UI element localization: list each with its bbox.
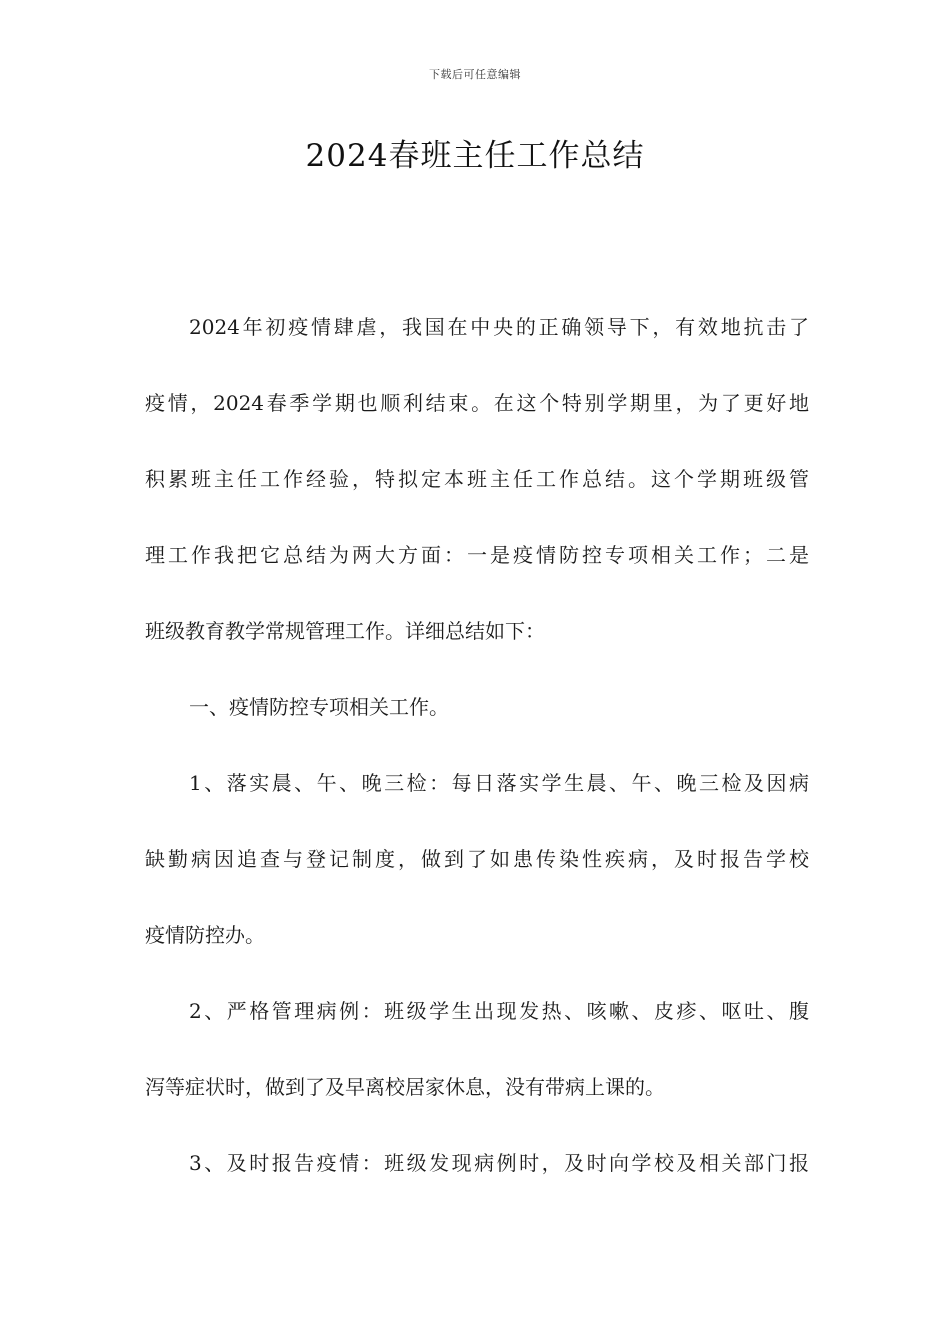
document-title: 2024春班主任工作总结 <box>305 138 645 174</box>
paragraph-line: 2024年初疫情肆虐，我国在中央的正确领导下，有效地抗击了 <box>189 315 809 339</box>
paragraph-line: 疫情防控办。 <box>145 923 265 947</box>
paragraph-line: 1、落实晨、午、晚三检：每日落实学生晨、午、晚三检及因病 <box>189 771 809 795</box>
document-body <box>145 307 809 1219</box>
paragraph-line: 班级教育教学常规管理工作。详细总结如下： <box>145 619 545 643</box>
paragraph-line: 积累班主任工作经验，特拟定本班主任工作总结。这个学期班级管 <box>145 467 809 491</box>
paragraph-line: 3、及时报告疫情：班级发现病例时，及时向学校及相关部门报 <box>189 1151 809 1175</box>
header-note: 下载后可任意编辑 <box>429 68 521 81</box>
paragraph-line: 理工作我把它总结为两大方面：一是疫情防控专项相关工作；二是 <box>145 543 809 567</box>
section-heading: 一、疫情防控专项相关工作。 <box>189 695 449 719</box>
paragraph-line: 泻等症状时，做到了及早离校居家休息，没有带病上课的。 <box>145 1075 665 1099</box>
paragraph-line: 缺勤病因追查与登记制度，做到了如患传染性疾病，及时报告学校 <box>145 847 809 871</box>
paragraph-line: 疫情，2024春季学期也顺利结束。在这个特别学期里，为了更好地 <box>145 391 809 415</box>
paragraph-line: 2、严格管理病例：班级学生出现发热、咳嗽、皮疹、呕吐、腹 <box>189 999 809 1023</box>
